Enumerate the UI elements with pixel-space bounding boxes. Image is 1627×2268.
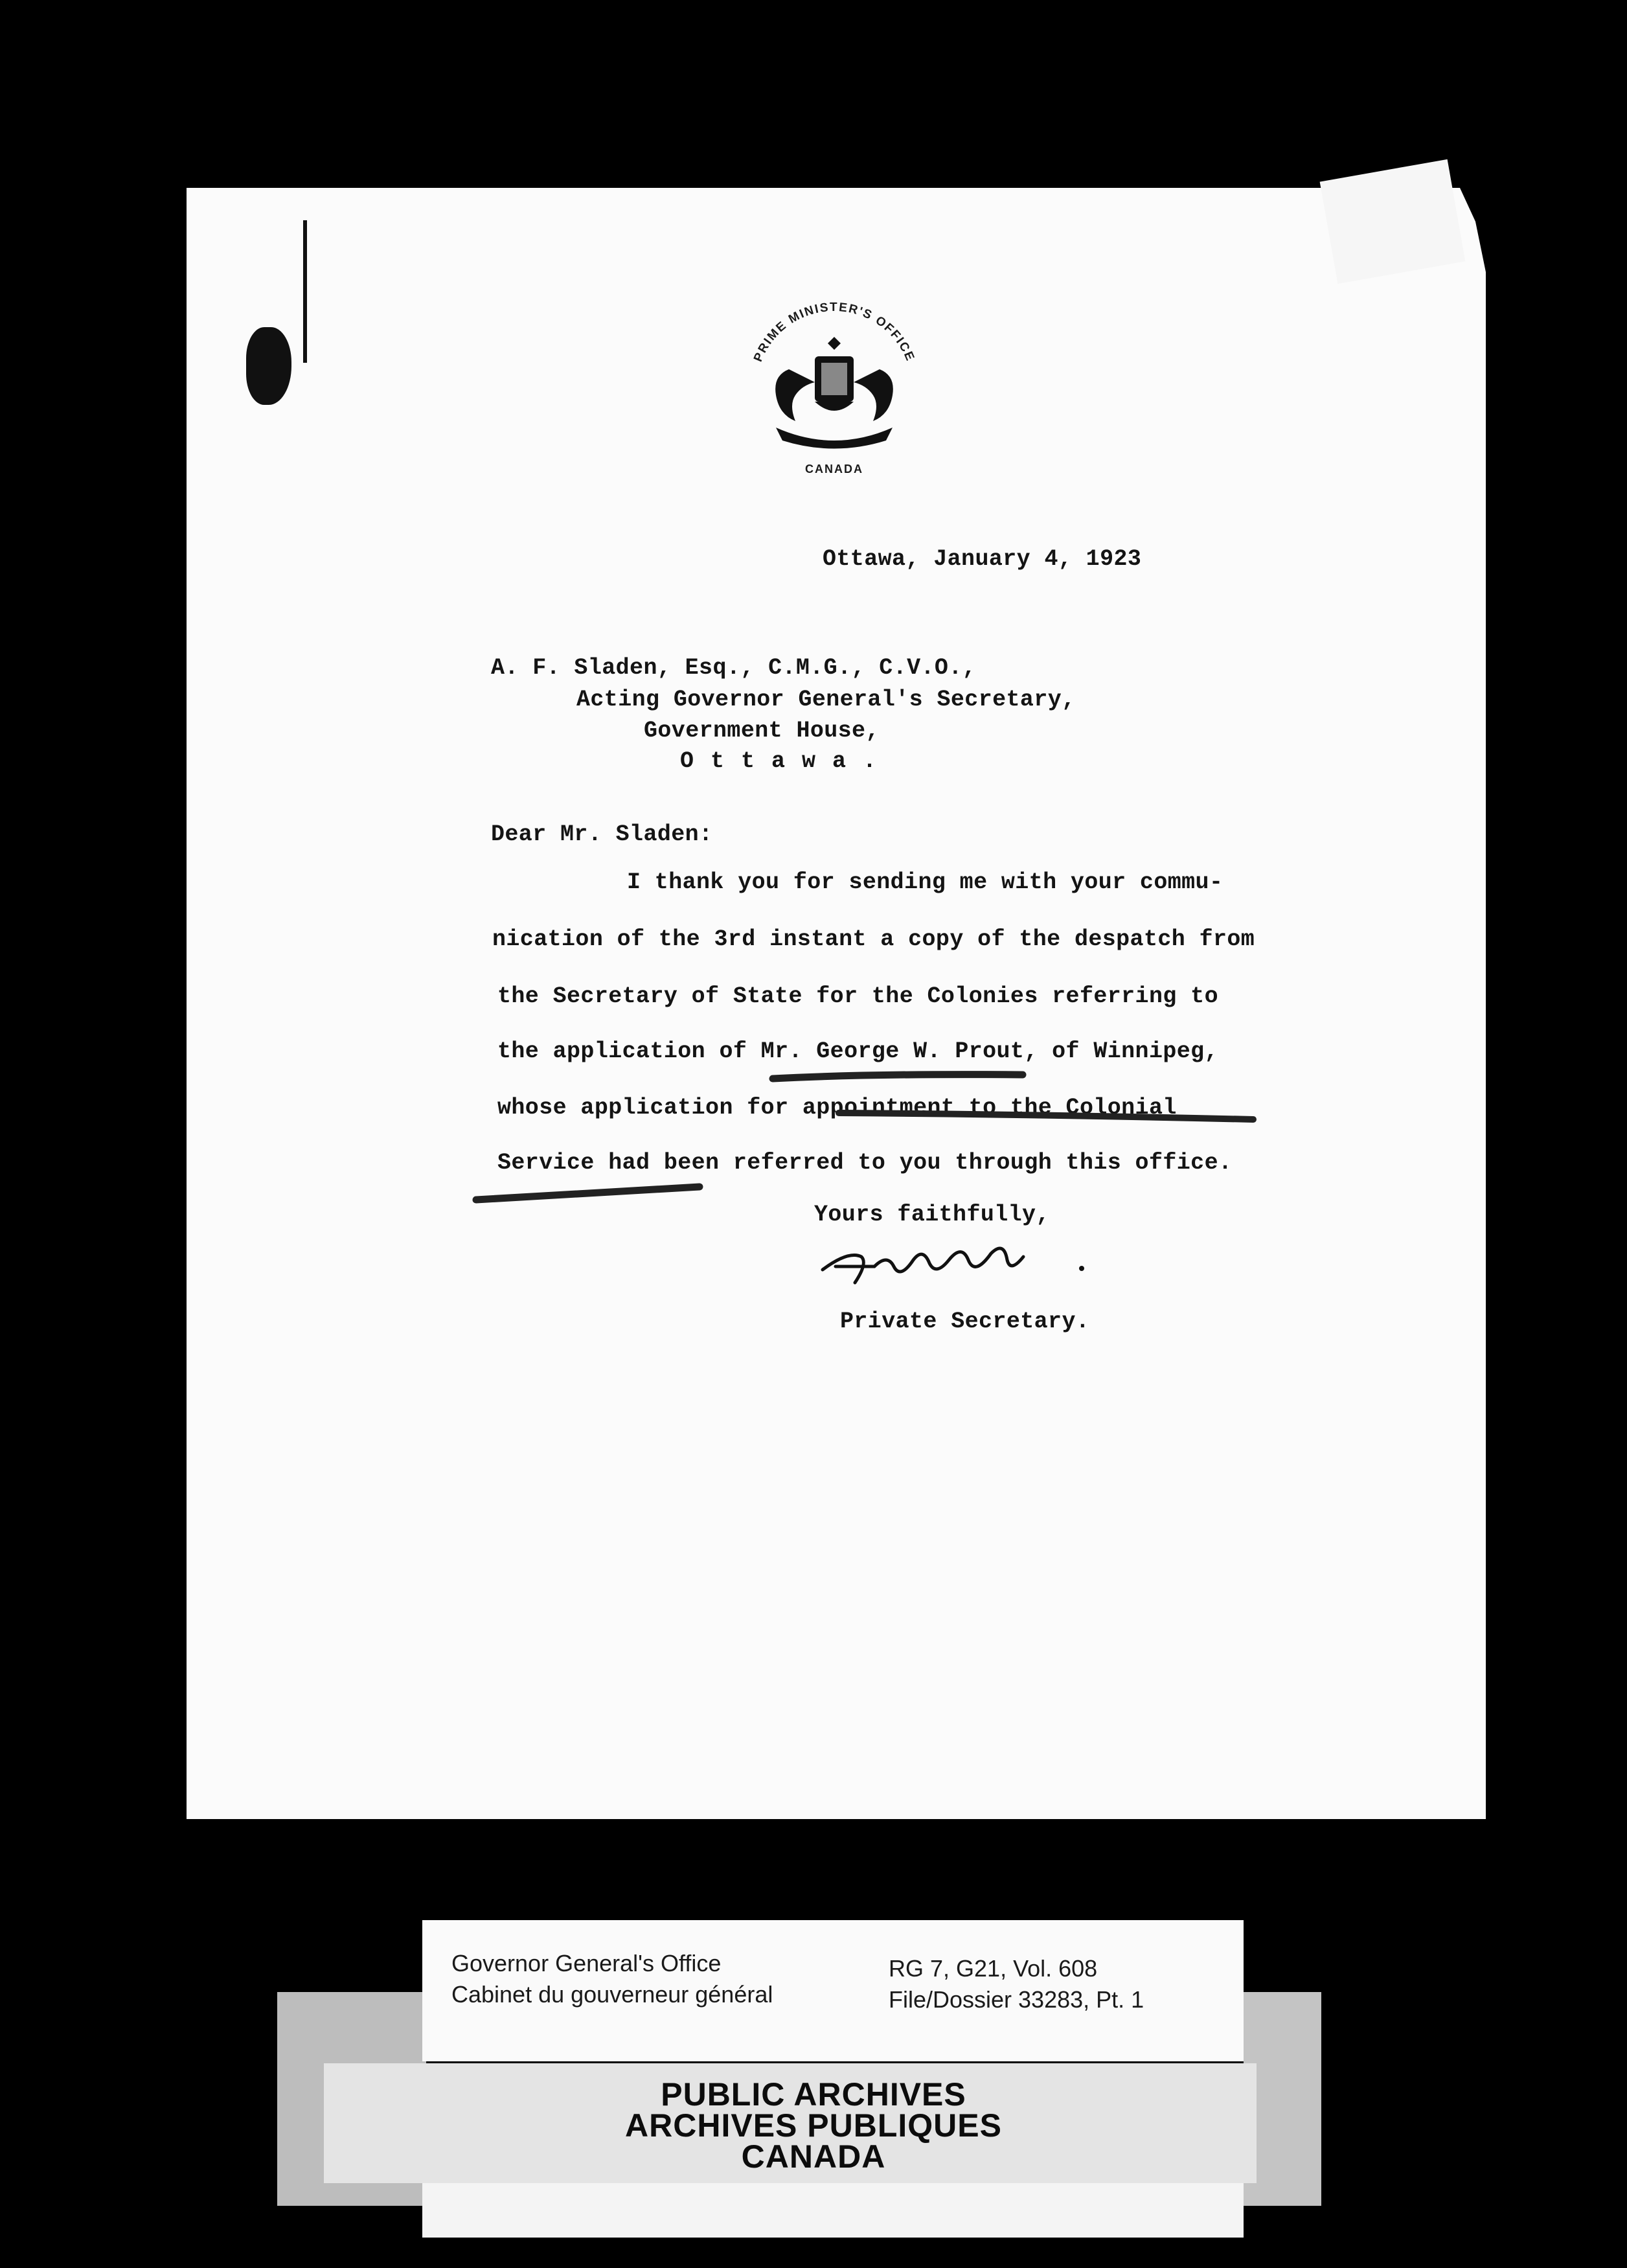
body-line: whose application for appointment to the Colonial xyxy=(497,1095,1177,1121)
archive-stamp-line: ARCHIVES PUBLIQUES xyxy=(625,2107,1002,2144)
folded-corner xyxy=(1320,159,1466,284)
archive-office-fr: Cabinet du gouverneur général xyxy=(451,1981,773,2008)
address-line: Government House, xyxy=(644,718,880,744)
address-line: Acting Governor General's Secretary, xyxy=(576,687,1076,713)
handwritten-signature xyxy=(816,1237,1101,1296)
coat-of-arms-icon xyxy=(731,292,938,479)
signer-title: Private Secretary. xyxy=(840,1309,1090,1334)
label-strip-bottom xyxy=(422,2183,1244,2238)
letterhead-office: PRIME MINISTER'S OFFICE xyxy=(751,300,917,364)
archive-office-en: Governor General's Office xyxy=(451,1950,722,1976)
body-line: Service had been referred to you through this office. xyxy=(497,1150,1233,1176)
body-line: the Secretary of State for the Colonies referring to xyxy=(497,983,1218,1009)
archive-file: File/Dossier 33283, Pt. 1 xyxy=(889,1986,1144,2013)
salutation: Dear Mr. Sladen: xyxy=(491,821,713,847)
archive-stamp-line: CANADA xyxy=(741,2138,886,2175)
svg-text:PRIME MINISTER'S OFFICE xyxy=(751,301,917,364)
staple-mark xyxy=(303,220,307,363)
body-line: I thank you for sending me with your commu- xyxy=(627,869,1223,895)
letterhead-crest xyxy=(731,292,938,479)
punch-hole xyxy=(246,327,291,405)
dateline: Ottawa, January 4, 1923 xyxy=(823,546,1142,572)
archive-label xyxy=(422,1920,1244,2061)
closing: Yours faithfully, xyxy=(814,1202,1050,1228)
archive-stamp-line: PUBLIC ARCHIVES xyxy=(661,2076,966,2113)
body-line: nication of the 3rd instant a copy of the despatch from xyxy=(492,926,1255,952)
address-line: A. F. Sladen, Esq., C.M.G., C.V.O., xyxy=(491,655,977,681)
letterhead-country: CANADA xyxy=(805,463,863,475)
body-line: the application of Mr. George W. Prout, of Winnipeg, xyxy=(497,1038,1218,1064)
archive-reference: RG 7, G21, Vol. 608 xyxy=(889,1955,1098,1982)
address-line: Ottawa. xyxy=(680,748,894,774)
